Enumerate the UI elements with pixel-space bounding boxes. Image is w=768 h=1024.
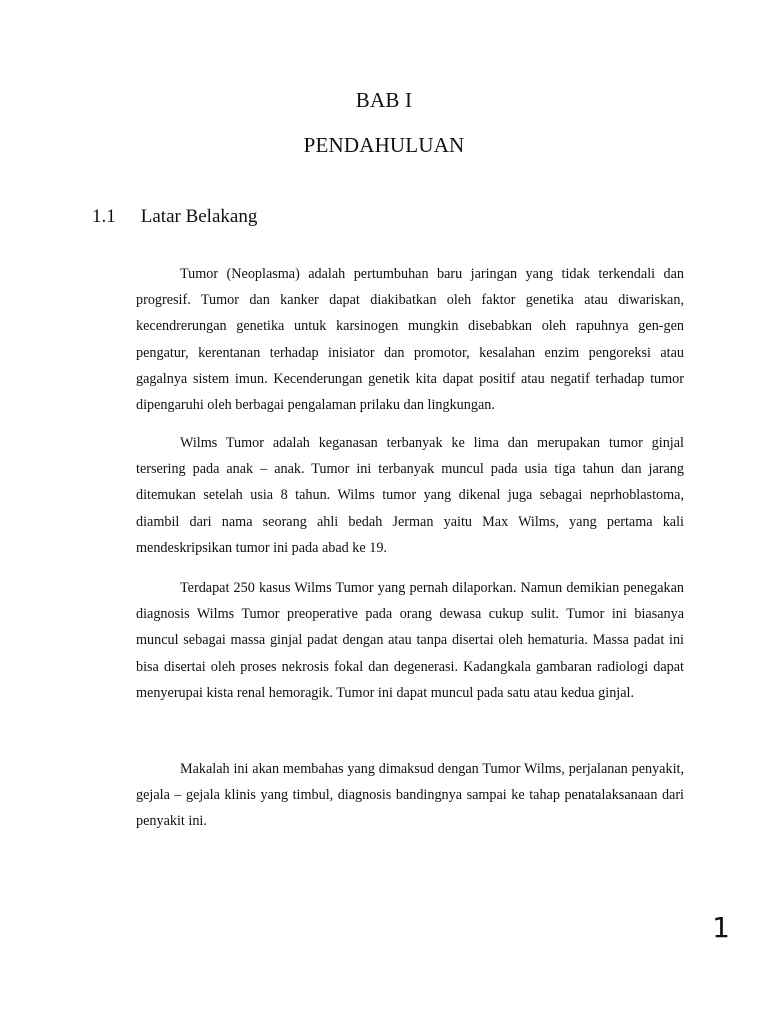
- section-title: Latar Belakang: [140, 206, 258, 227]
- paragraph: Makalah ini akan membahas yang dimaksud dengan Tumor Wilms, perjalanan penyakit, gejala – gejala klinis yang timbul, diagnosis bandingnya sampai ke tahap penatalaksanaan dari penyakit ini.: [136, 761, 684, 830]
- section-heading: [92, 206, 257, 228]
- chapter-label: BAB I: [355, 88, 413, 112]
- paragraph: Tumor (Neoplasma) adalah pertumbuhan baru jaringan yang tidak terkendali dan progresif. Tumor dan kanker dapat diakibatkan oleh faktor genetika atau diwariskan, kecendrerungan genetika untuk karsinogen mungkin disebabkan oleh rapuhnya gen-gen pengatur, kerentanan terhadap inisiator dan promotor, kesalahan enzim pengoreksi atau gagalnya sistem imun. Kecenderungan genetik kita dapat positif atau negatif terhadap tumor dipengaruhi oleh berbagai pengalaman prilaku dan lingkungan.: [136, 266, 684, 414]
- page-number: 1: [712, 911, 730, 944]
- paragraph: Wilms Tumor adalah keganasan terbanyak ke lima dan merupakan tumor ginjal tersering pada anak – anak. Tumor ini terbanyak muncul pada usia tiga tahun dan jarang ditemukan setelah usia 8 tahun. Wilms tumor yang dikenal juga sebagai neprhoblastoma, diambil dari nama seorang ahli bedah Jerman yaitu Max Wilms, yang pertama kali mendeskripsikan tumor ini pada abad ke 19.: [136, 435, 684, 556]
- chapter-title: PENDAHULUAN: [303, 133, 465, 157]
- section-number: 1.1: [92, 206, 116, 227]
- paragraph: Terdapat 250 kasus Wilms Tumor yang pernah dilaporkan. Namun demikian penegakan diagnosis Wilms Tumor preoperative pada orang dewasa cukup sulit. Tumor ini biasanya muncul sebagai massa ginjal padat dengan atau tanpa disertai oleh hematuria. Massa padat ini bisa disertai oleh proses nekrosis fokal dan degenerasi. Kadangkala gambaran radiologi dapat menyerupai kista renal hemoragik. Tumor ini dapat muncul pada satu atau kedua ginjal.: [136, 580, 684, 701]
